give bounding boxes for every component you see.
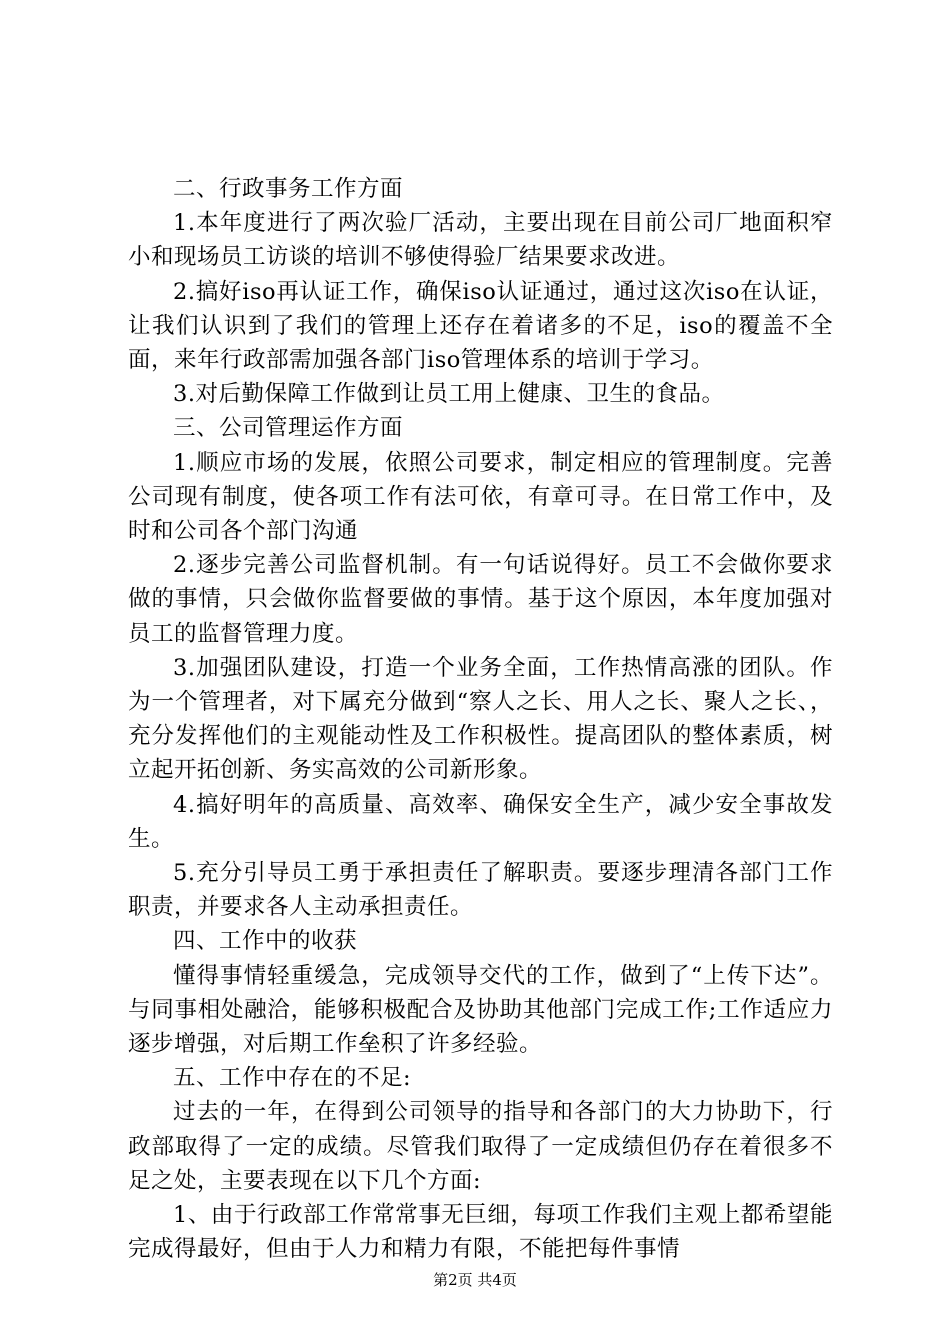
- section-heading-administrative: 二、行政事务工作方面: [173, 176, 404, 202]
- paragraph-shortcoming-1: 1、由于行政部工作常常事无巨细，每项工作我们主观上都希望能完成得最好，但由于人力和精力有限，不能把每件事情: [128, 1202, 833, 1263]
- section-heading-gains: 四、工作中的收获: [173, 928, 358, 955]
- paragraph-team-building: 3.加强团队建设，打造一个业务全面，工作热情高涨的团队。作为一个管理者，对下属充分做到“察人之长、用人之长、聚人之长、，充分发挥他们的主观能动性及工作积极性。提高团队的整体素质，树立起开拓创新、务实高效的公司新形象。: [128, 654, 833, 784]
- paragraph-past-year: 过去的一年，在得到公司领导的指导和各部门的大力协助下，行政部取得了一定的成绩。尽管我们取得了一定成绩但仍存在着很多不足之处，主要表现在以下几个方面:: [128, 1099, 833, 1194]
- paragraph-supervision: 2.逐步完善公司监督机制。有一句话说得好。员工不会做你要求做的事情，只会做你监督要做的事情。基于这个原因，本年度加强对员工的监督管理力度。: [128, 552, 833, 647]
- document-body: [128, 172, 833, 1267]
- page-footer: 第2页 共4页: [433, 1271, 517, 1289]
- paragraph-iso-recertification: 2.搞好iso再认证工作，确保iso认证通过，通过这次iso在认证，让我们认识到了我们的管理上还存在着诸多的不足，iso的覆盖不全面，来年行政部需加强各部门iso管理体系的培训于学习。: [128, 278, 833, 374]
- paragraph-logistics: 3.对后勤保障工作做到让员工用上健康、卫生的食品。: [173, 381, 725, 408]
- section-heading-shortcomings: 五、工作中存在的不足:: [173, 1065, 412, 1092]
- paragraph-responsibility: 5.充分引导员工勇于承担责任了解职责。要逐步理清各部门工作职责，并要求各人主动承担责任。: [128, 860, 833, 921]
- paragraph-gains: 懂得事情轻重缓急，完成领导交代的工作，做到了“上传下达”。与同事相处融洽，能够积极配合及协助其他部门完成工作;工作适应力逐步增强，对后期工作垒积了许多经验。: [128, 962, 833, 1058]
- paragraph-management-system: 1.顺应市场的发展，依照公司要求，制定相应的管理制度。完善公司现有制度，使各项工作有法可依，有章可寻。在日常工作中，及时和公司各个部门沟通: [128, 449, 833, 545]
- section-heading-management: 三、公司管理运作方面: [173, 415, 404, 442]
- paragraph-factory-audit: 1.本年度进行了两次验厂活动，主要出现在目前公司厂地面积窄小和现场员工访谈的培训不够使得验厂结果要求改进。: [128, 210, 833, 271]
- paragraph-safety: 4.搞好明年的高质量、高效率、确保安全生产，减少安全事故发生。: [128, 791, 833, 852]
